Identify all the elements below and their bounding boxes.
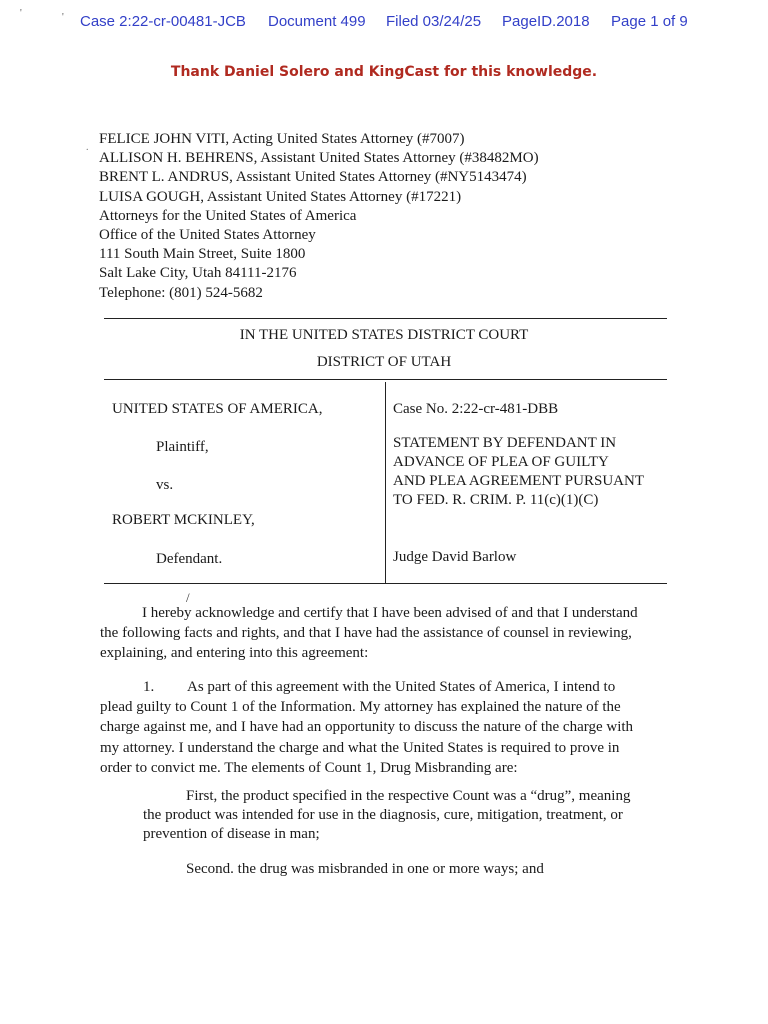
plaintiff-role: Plaintiff, xyxy=(156,439,209,455)
page-id: PageID.2018 xyxy=(502,13,590,30)
case-number-header: Case 2:22-cr-00481-JCB xyxy=(80,13,246,30)
page-count: Page 1 of 9 xyxy=(611,13,688,30)
paragraph-line: prevention of disease in man; xyxy=(143,826,320,842)
attorney-line: Office of the United States Attorney xyxy=(99,227,316,244)
document-title-line: ADVANCE OF PLEA OF GUILTY xyxy=(393,454,609,470)
court-name: IN THE UNITED STATES DISTRICT COURT xyxy=(239,327,529,343)
paragraph-line: As part of this agreement with the United States of America, I intend to xyxy=(187,679,616,695)
caption-bottom-rule xyxy=(104,583,667,584)
attorney-line: BRENT L. ANDRUS, Assistant United States Attorney (#NY5143474) xyxy=(99,169,527,186)
defendant-role: Defendant. xyxy=(156,551,223,567)
paragraph-line: order to convict me. The elements of Count 1, Drug Misbranding are: xyxy=(100,759,518,776)
thanks-annotation: Thank Daniel Solero and KingCast for this knowledge. xyxy=(170,64,598,80)
paragraph-line: plead guilty to Count 1 of the Information. My attorney has explained the nature of the xyxy=(100,699,621,716)
document-title-line: AND PLEA AGREEMENT PURSUANT xyxy=(393,473,644,489)
intro-paragraph xyxy=(100,603,670,664)
paragraph-line: the product was intended for use in the diagnosis, cure, mitigation, treatment, or xyxy=(143,807,623,823)
plaintiff-name: UNITED STATES OF AMERICA, xyxy=(112,401,323,417)
attorney-line: Salt Lake City, Utah 84111-2176 xyxy=(99,265,297,282)
scan-mark: . xyxy=(86,142,89,153)
court-top-rule xyxy=(104,318,667,319)
caption-top-rule xyxy=(104,379,667,380)
attorney-line: ALLISON H. BEHRENS, Assistant United States Attorney (#38482MO) xyxy=(99,150,539,167)
paragraph-line: I hereby acknowledge and certify that I have been advised of and that I understand xyxy=(142,605,638,621)
paragraph-line: charge against me, and I have had an opportunity to discuss the nature of the charge with xyxy=(100,719,634,736)
scan-mark: ' xyxy=(20,8,22,19)
caption-divider xyxy=(385,382,386,584)
versus: vs. xyxy=(156,477,174,493)
paragraph-line: my attorney. I understand the charge and what the United States is required to prove in xyxy=(100,739,620,756)
defendant-name: ROBERT MCKINLEY, xyxy=(112,512,255,528)
filing-header xyxy=(0,13,768,35)
attorney-block xyxy=(99,130,539,303)
paragraph-line: Second. the drug was misbranded in one or more ways; and xyxy=(186,861,544,877)
paragraph-1 xyxy=(100,677,670,778)
paragraph-line: First, the product specified in the respective Count was a “drug”, meaning xyxy=(186,788,631,804)
document-number: Document 499 xyxy=(268,13,366,30)
scan-mark: ' xyxy=(62,12,64,23)
document-title xyxy=(393,434,644,510)
document-title-line: STATEMENT BY DEFENDANT IN xyxy=(393,435,617,451)
judge-name: Judge David Barlow xyxy=(393,549,517,565)
attorney-line: FELICE JOHN VITI, Acting United States Attorney (#7007) xyxy=(99,131,465,147)
scan-mark: / xyxy=(186,590,190,605)
attorney-line: Attorneys for the United States of America xyxy=(99,207,357,224)
attorney-line: Telephone: (801) 524-5682 xyxy=(99,284,263,301)
attorney-line: LUISA GOUGH, Assistant United States Attorney (#17221) xyxy=(99,188,462,205)
court-district: DISTRICT OF UTAH xyxy=(316,354,452,370)
paragraph-line: explaining, and entering into this agreement: xyxy=(100,645,369,662)
document-title-line: TO FED. R. CRIM. P. 11(c)(1)(C) xyxy=(393,492,599,508)
attorney-line: 111 South Main Street, Suite 1800 xyxy=(99,246,306,263)
second-element xyxy=(186,860,544,879)
paragraph-number: 1. xyxy=(143,679,155,695)
case-number: Case No. 2:22-cr-481-DBB xyxy=(393,401,559,417)
first-element xyxy=(143,787,630,844)
paragraph-line: the following facts and rights, and that I have had the assistance of counsel in reviewing, xyxy=(100,625,632,642)
filed-date: Filed 03/24/25 xyxy=(386,13,482,30)
